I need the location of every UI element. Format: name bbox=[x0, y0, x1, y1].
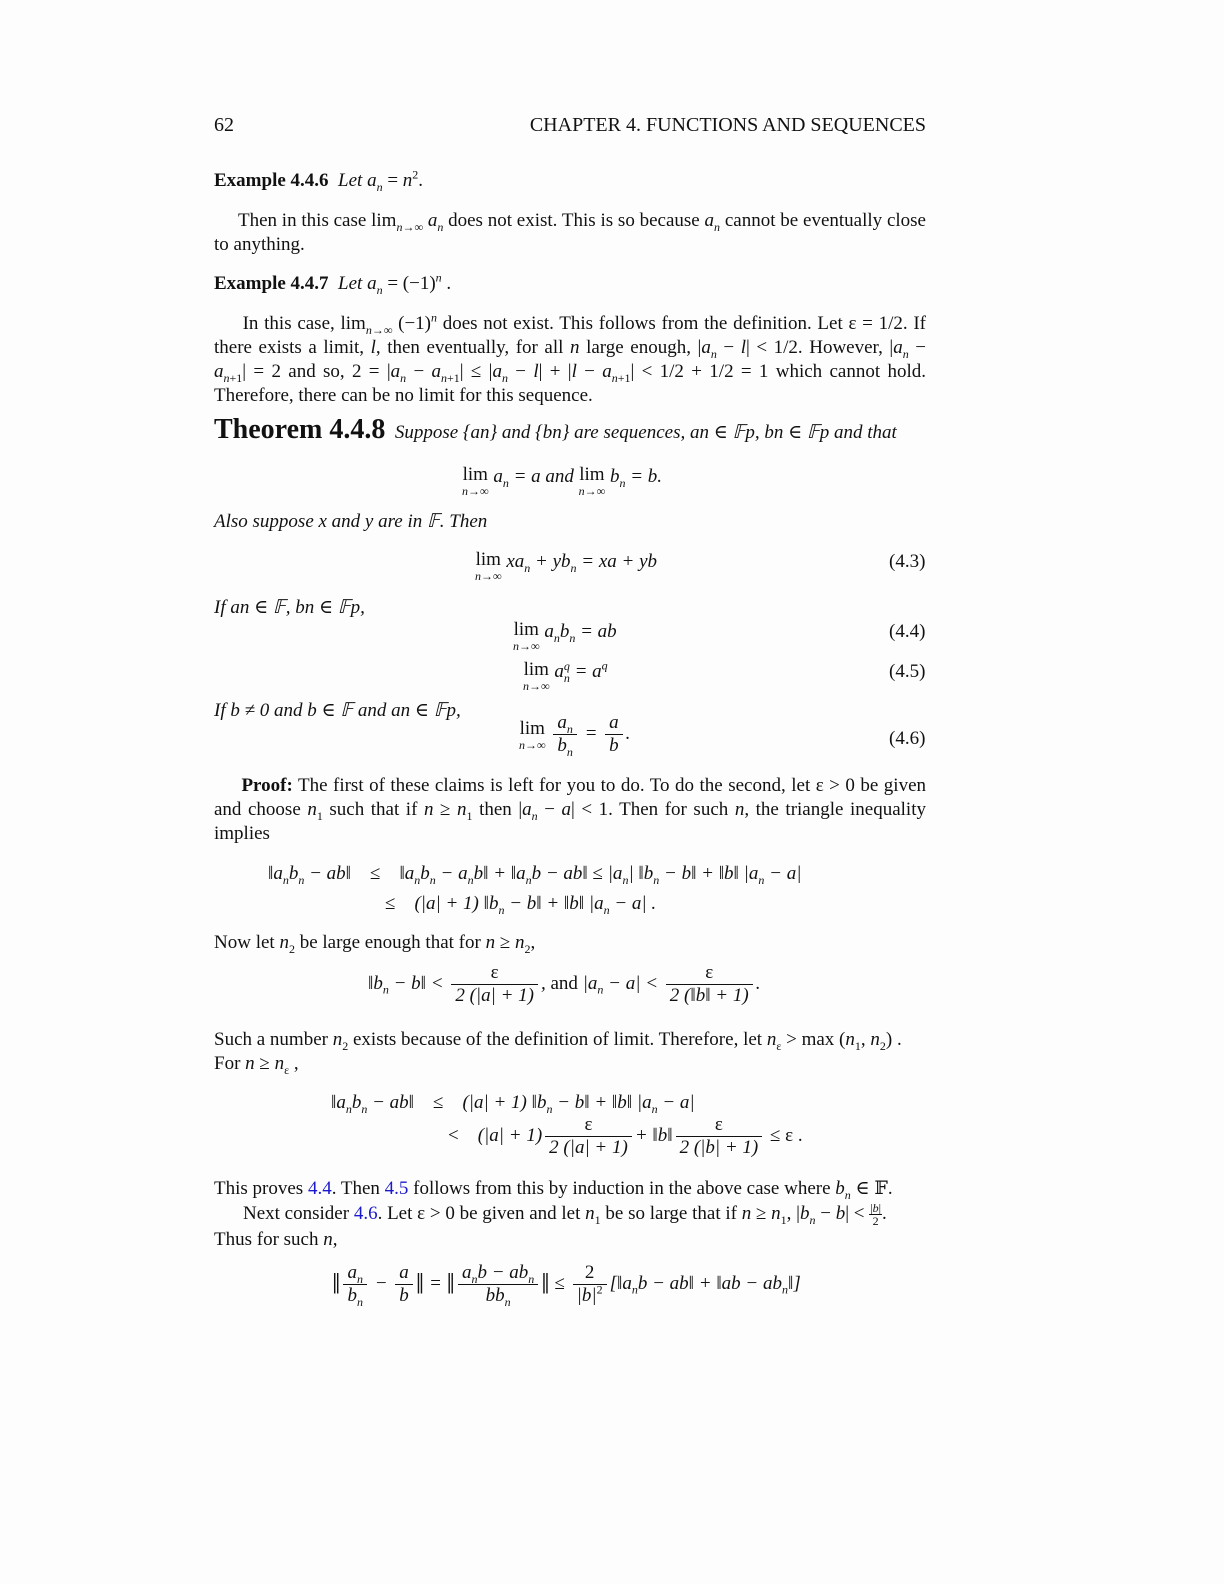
equation-4-5: lim n→∞ $a_n^q = a^q$ bbox=[523, 658, 608, 693]
ref-4-6-link[interactable]: 4.6 bbox=[353, 1203, 378, 1224]
theorem-448-label: Theorem 4.4.8 bbox=[214, 414, 386, 445]
equation-number-4-4: (4.4) bbox=[889, 621, 926, 642]
product-estimate-line-1: $‖a_nb_n$ − ab‖ ≤ (|a| + 1) $‖b_n$ − b‖ + ‖b‖ $|a_n - a|$ bbox=[331, 1092, 695, 1116]
ref-4-5-link[interactable]: 4.5 bbox=[384, 1178, 409, 1199]
theorem-limits-hypothesis: lim n→∞ $a_n = a$ and lim n→∞ $b_n = b$. bbox=[462, 464, 663, 498]
example-447-label: Example 4.4.7 bbox=[214, 273, 329, 294]
proof-paragraph-3b: For $n \ge n_\varepsilon$ , bbox=[214, 1053, 299, 1077]
chapter-header: CHAPTER 4. FUNCTIONS AND SEQUENCES bbox=[529, 114, 926, 136]
theorem-448-statement: Suppose {an} and {bn} are sequences, an ∈ 𝔽p, bn ∈ 𝔽p and that bbox=[394, 422, 897, 443]
equation-number-4-3: (4.3) bbox=[889, 551, 926, 572]
equation-number-4-6: (4.6) bbox=[889, 728, 926, 749]
equation-4-4: lim n→∞ $a_nb_n$ = ab bbox=[513, 619, 617, 653]
equation-4-3: lim n→∞ $xa_n + yb_n$ = xa + yb bbox=[475, 549, 658, 583]
proof-paragraph-3: Such a number $n_2$ exists because of the definition of limit. Therefore, let $n_\varepsilon > \max (n_1$, $n_2$) . bbox=[214, 1029, 902, 1053]
equation-number-4-5: (4.5) bbox=[889, 661, 926, 682]
example-447-statement: Let bbox=[338, 273, 363, 294]
n2-bounds: $‖b_n$ − b‖ < $\frac{\varepsilon}{2 (|a| + 1)}$ , and $|a_n - a|$ < $\frac{\varepsilon}{2 (‖b‖ + 1)}$ . bbox=[368, 962, 761, 1006]
example-446-paragraph: Then in this case $\lim_{n\to\infty} a_n$ does not exist. This is so because $a_n$ cannot be eventually close to anything. bbox=[214, 210, 926, 255]
ref-4-4-link[interactable]: 4.4 bbox=[307, 1178, 332, 1199]
equation-4-6: lim n→∞ $\frac{a_n}{b_n}$ = $\frac{a}{b}$ . bbox=[519, 712, 631, 759]
theorem-448-heading bbox=[214, 414, 897, 445]
triangle-inequality-line-1: $‖a_nb_n$ − ab‖ ≤ $‖a_nb_n$ − $a_nb‖$ + $‖a_nb$ − ab‖ ≤ $|a_n|$ $‖b_n$ − b‖ + ‖b‖ $|a_n - a|$ bbox=[268, 863, 802, 887]
product-estimate-line-2: < (|a| + 1) $\frac{\varepsilon}{2 (|a| + 1)}$ + ‖b‖ $\frac{\varepsilon}{2 (|b| + 1)}$ ≤ ε . bbox=[448, 1114, 803, 1158]
proof-paragraph-2: Now let $n_2$ be large enough that for $n \ge n_2$, bbox=[214, 932, 536, 956]
page-number: 62 bbox=[214, 114, 234, 136]
theorem-also-line: Also suppose x and y are in 𝔽. Then bbox=[214, 511, 488, 532]
triangle-inequality-line-2: ≤ (|a| + 1) $‖b_n$ − b‖ + ‖b‖ $|a_n - a|$ . bbox=[385, 893, 657, 917]
example-446-heading: Example 4.4.6 Let $a_n = n^2$. bbox=[214, 167, 424, 194]
example-447-paragraph: In this case, $\lim_{n\to\infty} (-1)^n$ does not exist. This follows from the definition. Let ε = 1/2. If there exists a limit, l, then eventually, for all n large enough, $|a_n - l| < 1/2$. However, $|a_n - a_{n+1}| = 2$ and so, $2 = |a_n - a_{n+1}| \le |a_n - l| + |l - a_{n+1}| < 1/2 + 1/2 = 1$ which cannot hold. Therefore, there can be no limit for this sequence. bbox=[214, 310, 927, 406]
theorem-if-line-1: If an ∈ 𝔽, bn ∈ 𝔽p, bbox=[214, 597, 365, 618]
example-446-label: Example 4.4.6 bbox=[214, 170, 329, 191]
proof-paragraph-4: This proves 4.4. Then 4.5 follows from this by induction in the above case where $b_n$ ∈ 𝔽. bbox=[214, 1178, 893, 1202]
quotient-estimate: ‖ $\frac{a_n}{b_n}$ − $\frac{a}{b}$ ‖ = ‖ $\frac{a_nb - ab_n}{bb_n}$ ‖ ≤ $\frac{2}{|b|^2}$ [$‖a_nb$ − ab‖ + ‖ab − $ab_n‖$] bbox=[332, 1262, 801, 1309]
example-446-statement: Let bbox=[338, 170, 363, 191]
proof-label: Proof: bbox=[241, 775, 293, 796]
example-447-heading: Example 4.4.7 Let $a_n = (-1)^n$ . bbox=[214, 270, 452, 297]
theorem-if-line-2: If b ≠ 0 and b ∈ 𝔽 and an ∈ 𝔽p, bbox=[214, 700, 461, 721]
proof-paragraph-5b: Thus for such n, bbox=[214, 1229, 338, 1250]
proof-paragraph-1: Proof: The first of these claims is left for you to do. To do the second, let ε > 0 be given and choose $n_1$ such that if $n \ge n_1$ then $|a_n - a| < 1$. Then for such n, the triangle inequality implies bbox=[214, 775, 926, 844]
proof-paragraph-5: Next consider 4.6. Let ε > 0 be given and let $n_1$ be so large that if $n \ge n_1$, $|b_n - b|$ < $\frac{|b|}{2}$. bbox=[243, 1201, 887, 1229]
